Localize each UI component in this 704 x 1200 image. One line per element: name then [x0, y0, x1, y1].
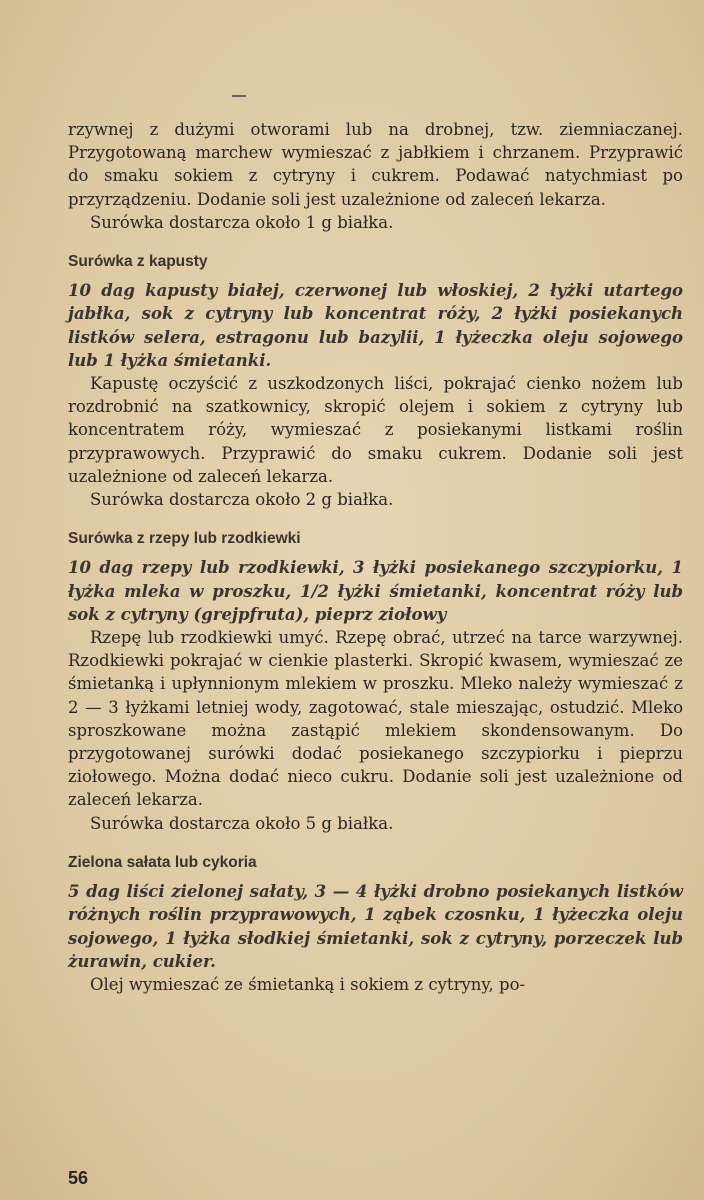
instructions-rzepa: Rzepę lub rzodkiewki umyć. Rzepę obrać, utrzeć na tarce warzywnej. Rzodkiewki pokrajać w cienkie plasterki. Skropić kwasem, wymieszać ze śmietanką i upłynnionym mlekiem w proszku. Mleko należy wymieszać z 2 — 3 łyżkami letniej wody, zagotować, stale mieszając, ostudzić. Mleko sproszkowane można zastąpić mlekiem skondensowanym. Do przygotowanej surówki dodać posiekanego szczypiorku i pieprzu ziołowego. Można dodać nieco cukru. Dodanie soli jest uzależnione od zaleceń lekarza. [68, 628, 683, 810]
ingredients-rzepa: 10 dag rzepy lub rzodkiewki, 3 łyżki posiekanego szczypiorku, 1 łyżka mleka w proszku, 1/2 łyżki śmietanki, koncentrat róży lub sok z cytryny (grejpfruta), pieprz ziołowy [68, 558, 683, 624]
ingredients-kapusta: 10 dag kapusty białej, czerwonej lub włoskiej, 2 łyżki utartego jabłka, sok z cytryny lub koncentrat róży, 2 łyżki posiekanych listków selera, estragonu lub bazylii, 1 łyżeczka oleju sojowego lub 1 łyżka śmietanki. [68, 281, 683, 370]
protein-kapusta: Surówka dostarcza około 2 g białka. [90, 490, 394, 510]
instructions-kapusta: Kapustę oczyścić z uszkodzonych liści, pokrajać cienko nożem lub rozdrobnić na szatkownicy, skropić olejem i sokiem z cytryny lub koncentratem róży, wymieszać z posiekanymi listkami roślin przyprawowych. Przyprawić do smaku cukrem. Dodanie soli jest uzależnione od zaleceń lekarza. [68, 374, 683, 486]
page-text [68, 118, 683, 996]
recipe-title-salata: Zielona sałata lub cykoria [68, 853, 257, 871]
page-number: 56 [68, 1168, 89, 1188]
ingredients-salata: 5 dag liści zielonej sałaty, 3 — 4 łyżki drobno posiekanych listków różnych roślin przyprawowych, 1 ząbek czosnku, 1 łyżeczka oleju sojowego, 1 łyżka słodkiej śmietanki, sok z cytryny, porzeczek lub żurawin, cukier. [68, 882, 683, 971]
instructions-salata: Olej wymieszać ze śmietanką i sokiem z cytryny, po- [90, 974, 526, 994]
intro-protein-note: Surówka dostarcza około 1 g białka. [90, 212, 394, 232]
recipe-title-rzepa: Surówka z rzepy lub rzodkiewki [68, 530, 301, 548]
recipe-title-kapusta: Surówka z kapusty [68, 253, 208, 271]
intro-paragraph: rzywnej z dużymi otworami lub na drobnej, tzw. ziemniaczanej. Przygotowaną marchew wymieszać z jabłkiem i chrzanem. Przyprawić do smaku sokiem z cytryny i cukrem. Podawać natychmiast po przyrządzeniu. Dodanie soli jest uzależnione od zaleceń lekarza. [68, 120, 683, 209]
print-mark [232, 95, 246, 97]
protein-rzepa: Surówka dostarcza około 5 g białka. [90, 813, 394, 833]
